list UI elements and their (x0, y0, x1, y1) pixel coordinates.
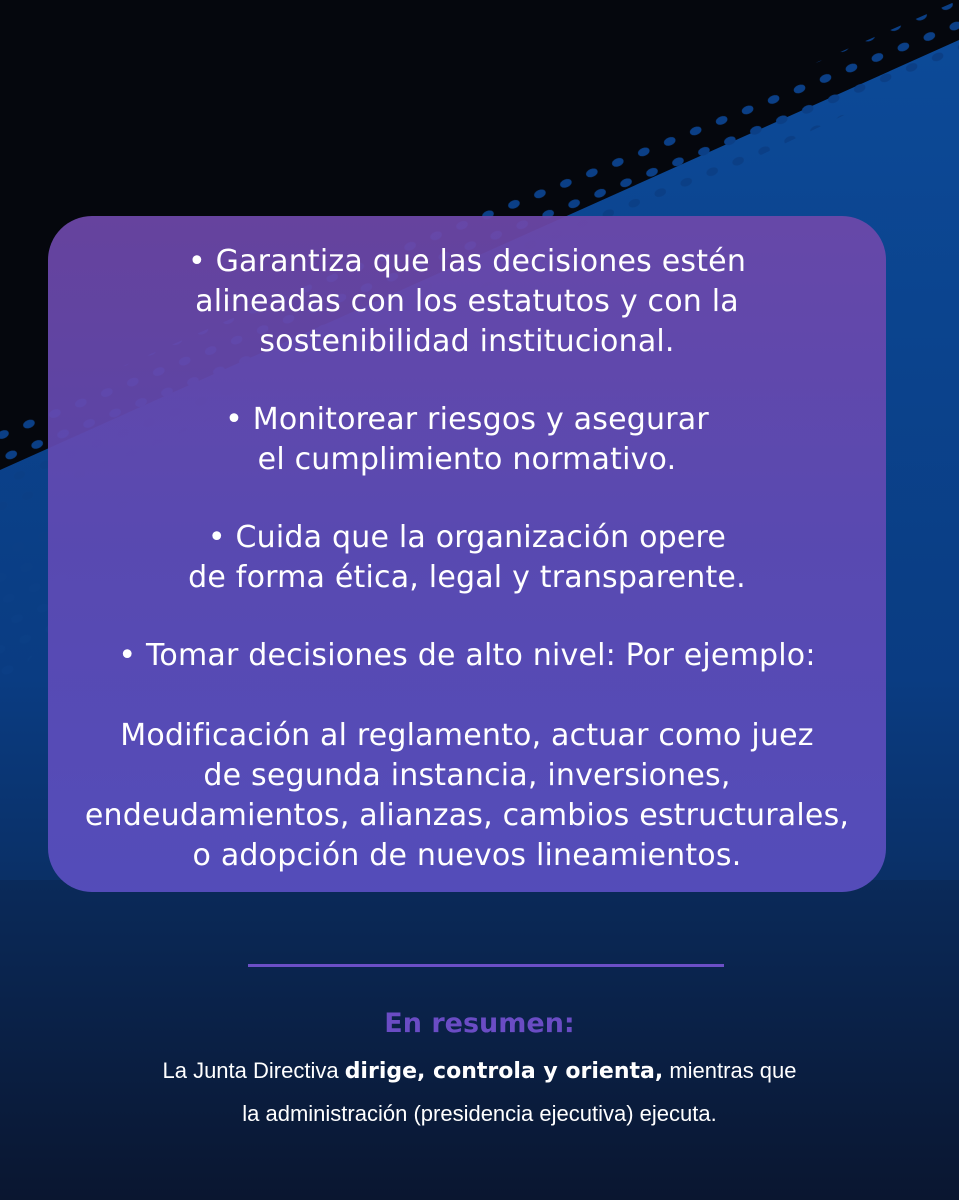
examples (48, 716, 886, 876)
item-decisions (48, 636, 886, 676)
examples-line1: Modificación al reglamento, actuar como juez (120, 718, 814, 753)
divider-line (248, 964, 724, 967)
examples-line2: de segunda instancia, inversiones, (203, 758, 731, 793)
info-card (48, 216, 886, 892)
card-text (48, 242, 886, 876)
item-alignment-line1: • Garantiza que las decisiones estén (187, 244, 747, 279)
item-ethics-line1: • Cuida que la organización opere (207, 520, 727, 555)
item-alignment-line2: alineadas con los estatutos y con la (195, 284, 739, 319)
examples-line4: o adopción de nuevos lineamientos. (192, 838, 742, 873)
item-alignment (48, 242, 886, 362)
item-risk-line2: el cumplimiento normativo. (257, 442, 677, 477)
summary-prefix: La Junta Directiva (162, 1058, 345, 1083)
item-ethics-line2: de forma ética, legal y transparente. (188, 560, 746, 595)
summary-suffix: mientras que (663, 1058, 797, 1083)
summary-line1 (0, 1050, 959, 1093)
item-ethics (48, 518, 886, 598)
item-risk (48, 400, 886, 480)
summary-bold: dirige, controla y orienta, (344, 1059, 664, 1084)
item-risk-line1: • Monitorear riesgos y asegurar (225, 402, 709, 437)
summary-line2: la administración (presidencia ejecutiva) ejecuta. (242, 1101, 717, 1126)
item-alignment-line3: sostenibilidad institucional. (259, 324, 675, 359)
item-decisions-line1: • Tomar decisiones de alto nivel: Por ejemplo: (118, 638, 816, 673)
summary-text (0, 1050, 959, 1135)
summary-title: En resumen: (384, 1008, 575, 1039)
examples-line3: endeudamientos, alianzas, cambios estructurales, (84, 798, 850, 833)
